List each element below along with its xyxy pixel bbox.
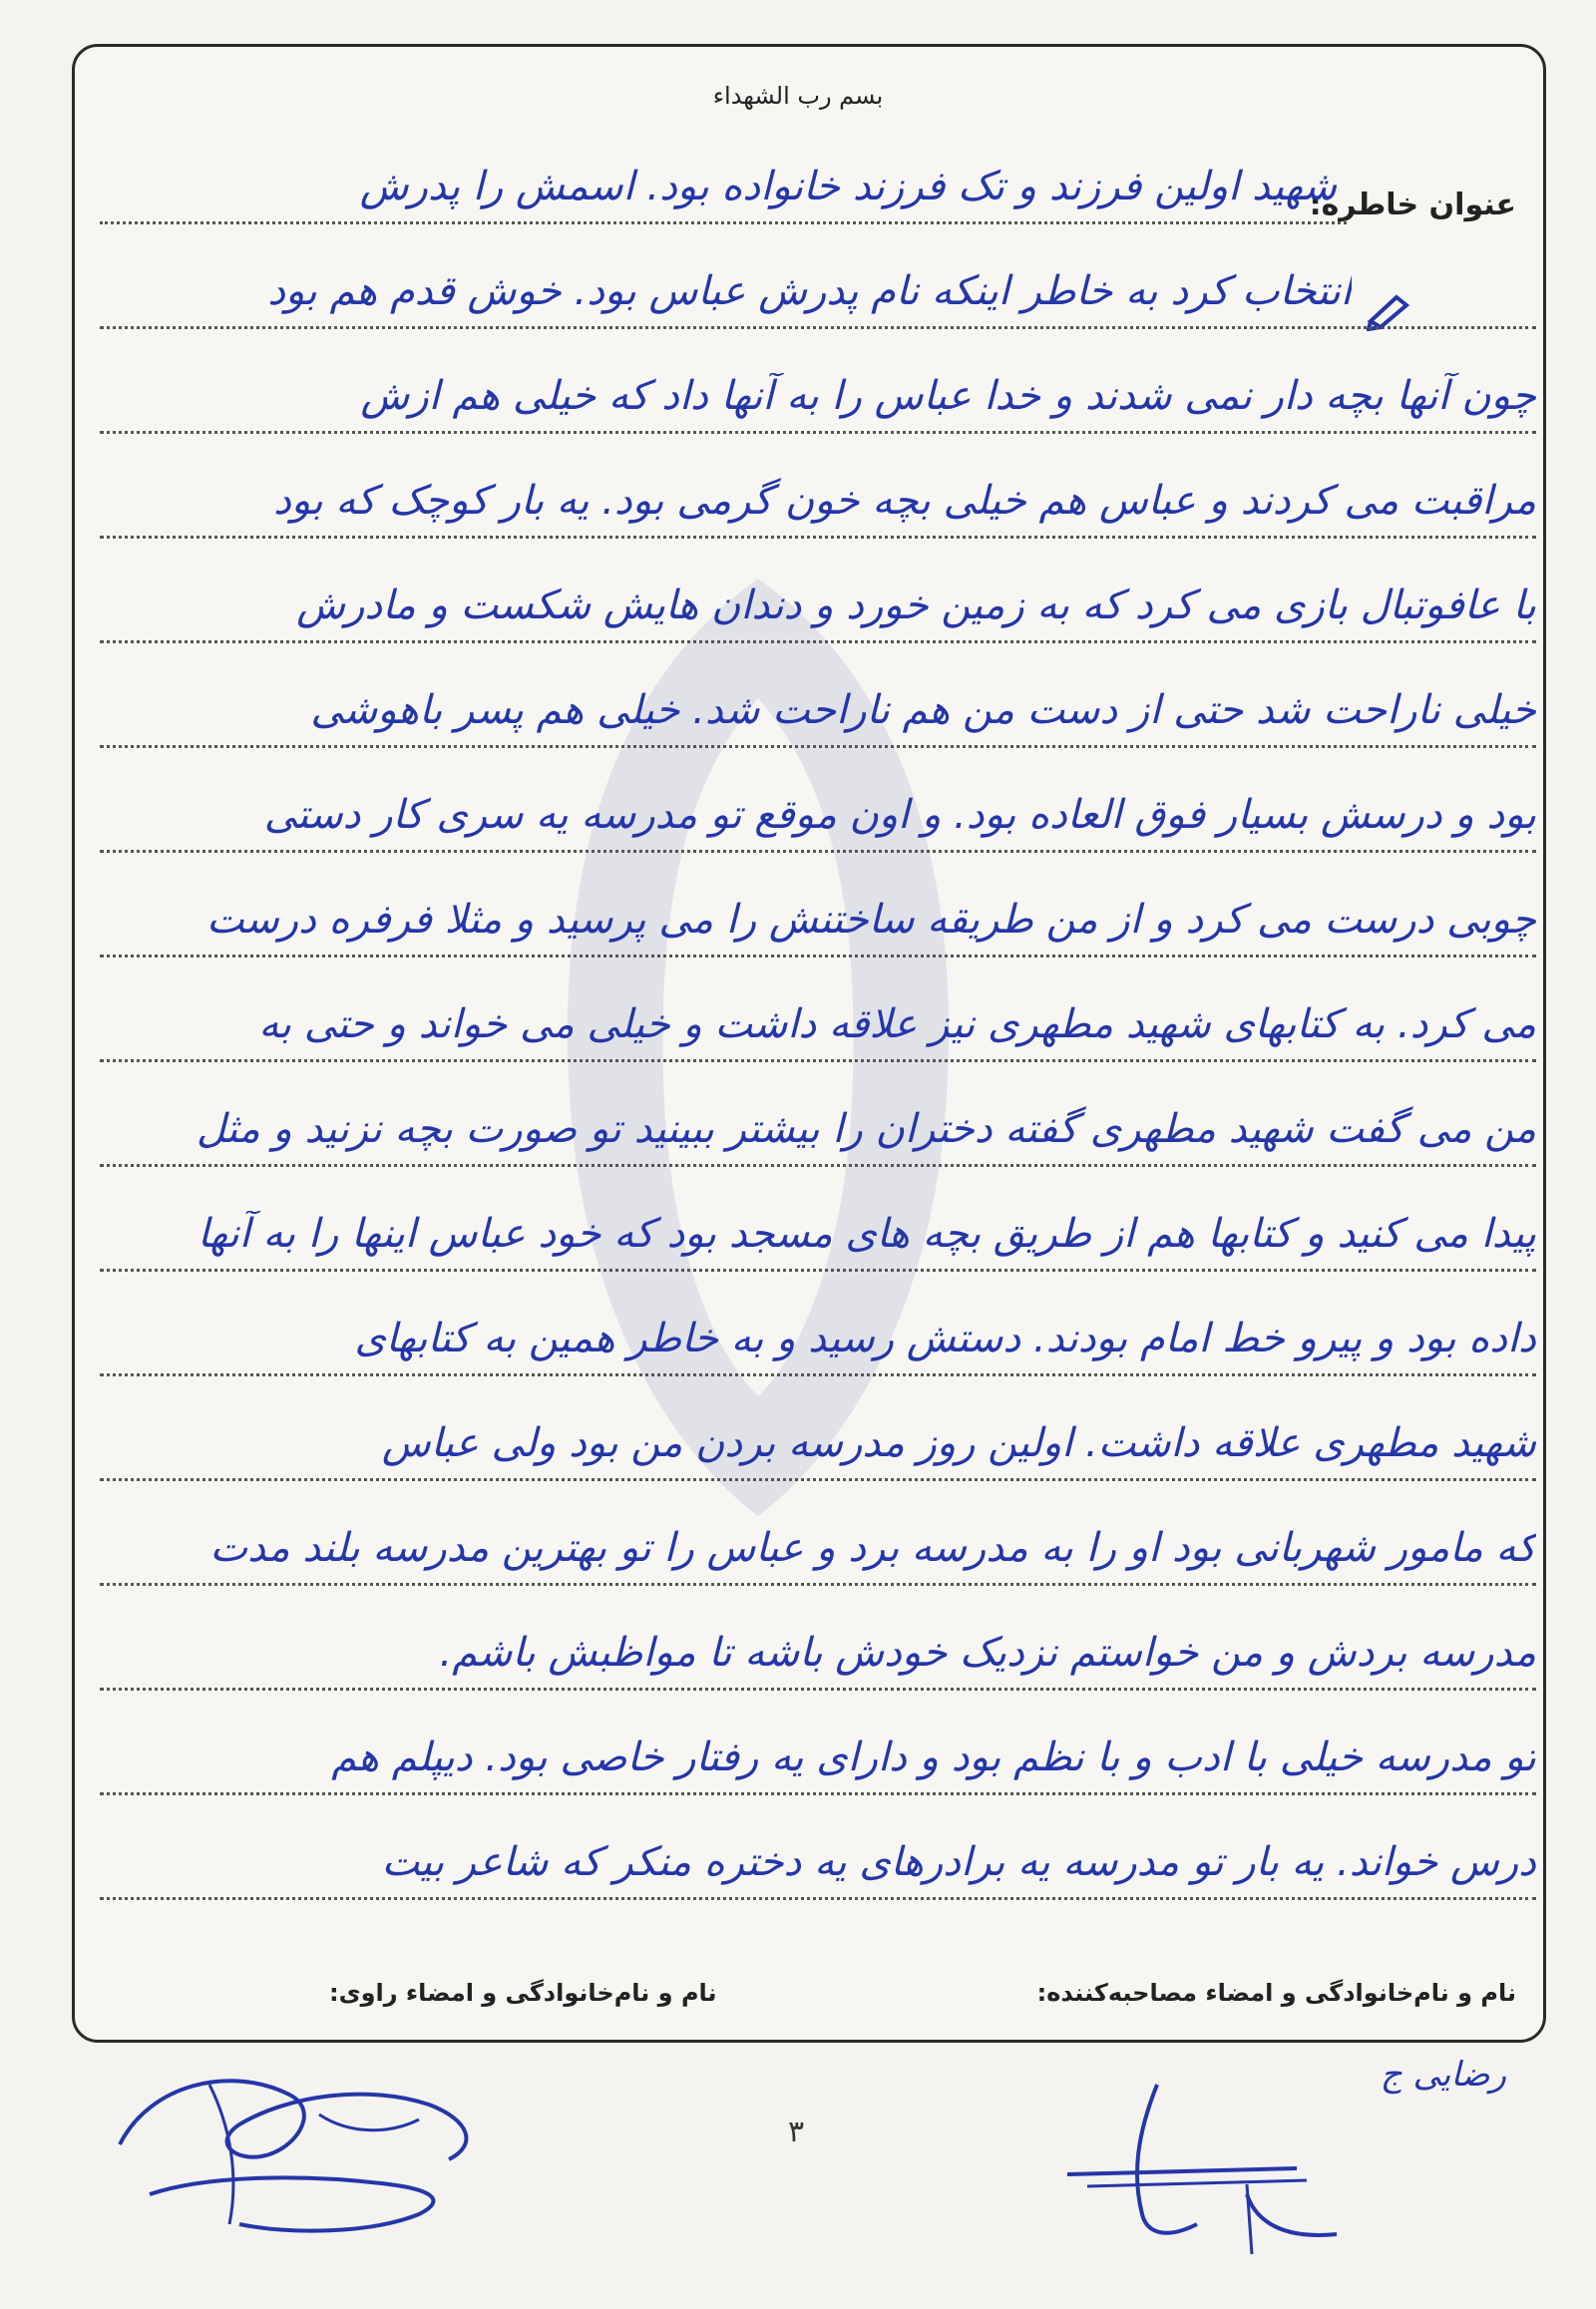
ruled-line [100,640,1536,643]
page-header-title: بسم رب الشهداء [712,82,884,110]
handwritten-line: شهید اولین فرزند و تک فرزند خانواده بود. اسمش را پدرش [359,164,1337,209]
handwritten-line: درس خواند. یه بار تو مدرسه یه برادرهای یه دختره منکر که شاعر بیت [381,1839,1536,1885]
handwritten-line: داده بود و پیرو خط امام بودند. دستش رسید و به خاطر همین به کتابهای [354,1316,1536,1361]
ruled-line [100,1583,1536,1586]
handwritten-line: بود و درسش بسیار فوق العاده بود. و اون موقع تو مدرسه یه سری کار دستی [263,792,1536,838]
interviewer-signature-label: نام و نام‌خانوادگی و امضاء مصاحبه‌کننده: [1036,1979,1516,2007]
memory-title-label: عنوان خاطره: [1309,188,1516,222]
page-number: ۳ [788,2115,805,2149]
ruled-line [100,745,1536,748]
narrator-signature-label: نام و نام‌خانوادگی و امضاء راوی: [329,1979,717,2007]
handwritten-line: تو مدرسه خیلی با ادب و با نظم بود و دارای یه رفتار خاصی بود. دیپلم هم [331,1734,1536,1780]
handwritten-line: پیدا می کنید و کتابها هم از طریق بچه های مسجد بود که خود عباس اینها را به آنها [197,1211,1536,1257]
ruled-line [100,1897,1536,1900]
ruled-line [100,1164,1536,1167]
ruled-line [100,221,1347,224]
ruled-line [100,1059,1536,1062]
ruled-line [100,955,1536,958]
narrator-signature [90,2025,509,2264]
handwritten-line: خیلی ناراحت شد حتی از دست من هم ناراحت شد. خیلی هم پسر باهوشی [310,687,1536,733]
interviewer-name-handwritten: رضایی ج [1380,2055,1506,2095]
handwritten-line: انتخاب کرد به خاطر اینکه نام پدرش عباس بود. خوش قدم هم بود [267,268,1352,314]
interviewer-signature [1047,2065,1377,2264]
ruled-line [100,850,1536,853]
ruled-line [100,1478,1536,1481]
handwritten-line: که مامور شهربانی بود او را به مدرسه برد و عباس را تو بهترین مدرسه بلند مدت [209,1525,1536,1571]
ruled-line [100,326,1536,329]
handwritten-line: مراقبت می کردند و عباس هم خیلی بچه خون گرمی بود. یه بار کوچک که بود [273,478,1536,524]
handwritten-line: شهید مطهری علاقه داشت. اولین روز مدرسه بردن من بود ولی عباس [381,1420,1536,1466]
handwritten-line: با عافوتبال بازی می کرد که به زمین خورد و دندان هایش شکست و مادرش [296,582,1536,628]
ruled-line [100,1688,1536,1691]
handwritten-line: من می گفت شهید مطهری گفته دختران را بیشتر ببینید تو صورت بچه نزنید و مثل [196,1106,1536,1152]
ruled-line [100,536,1536,539]
handwritten-line: مدرسه بردش و من خواستم نزدیک خودش باشه تا مواظبش باشم. [439,1630,1536,1676]
ruled-line [100,1373,1536,1376]
handwritten-line: می کرد. به کتابهای شهید مطهری نیز علاقه داشت و خیلی می خواند و حتی به [258,1001,1536,1047]
ruled-line [100,1792,1536,1795]
pencil-icon [1367,291,1412,331]
handwritten-line: چون آنها بچه دار نمی شدند و خدا عباس را به آنها داد که خیلی هم ازش [360,373,1536,419]
ruled-line [100,431,1536,434]
handwritten-line: چوبی درست می کرد و از من طریقه ساختنش را می پرسید و مثلا فرفره درست [205,897,1536,943]
ruled-line [100,1269,1536,1272]
